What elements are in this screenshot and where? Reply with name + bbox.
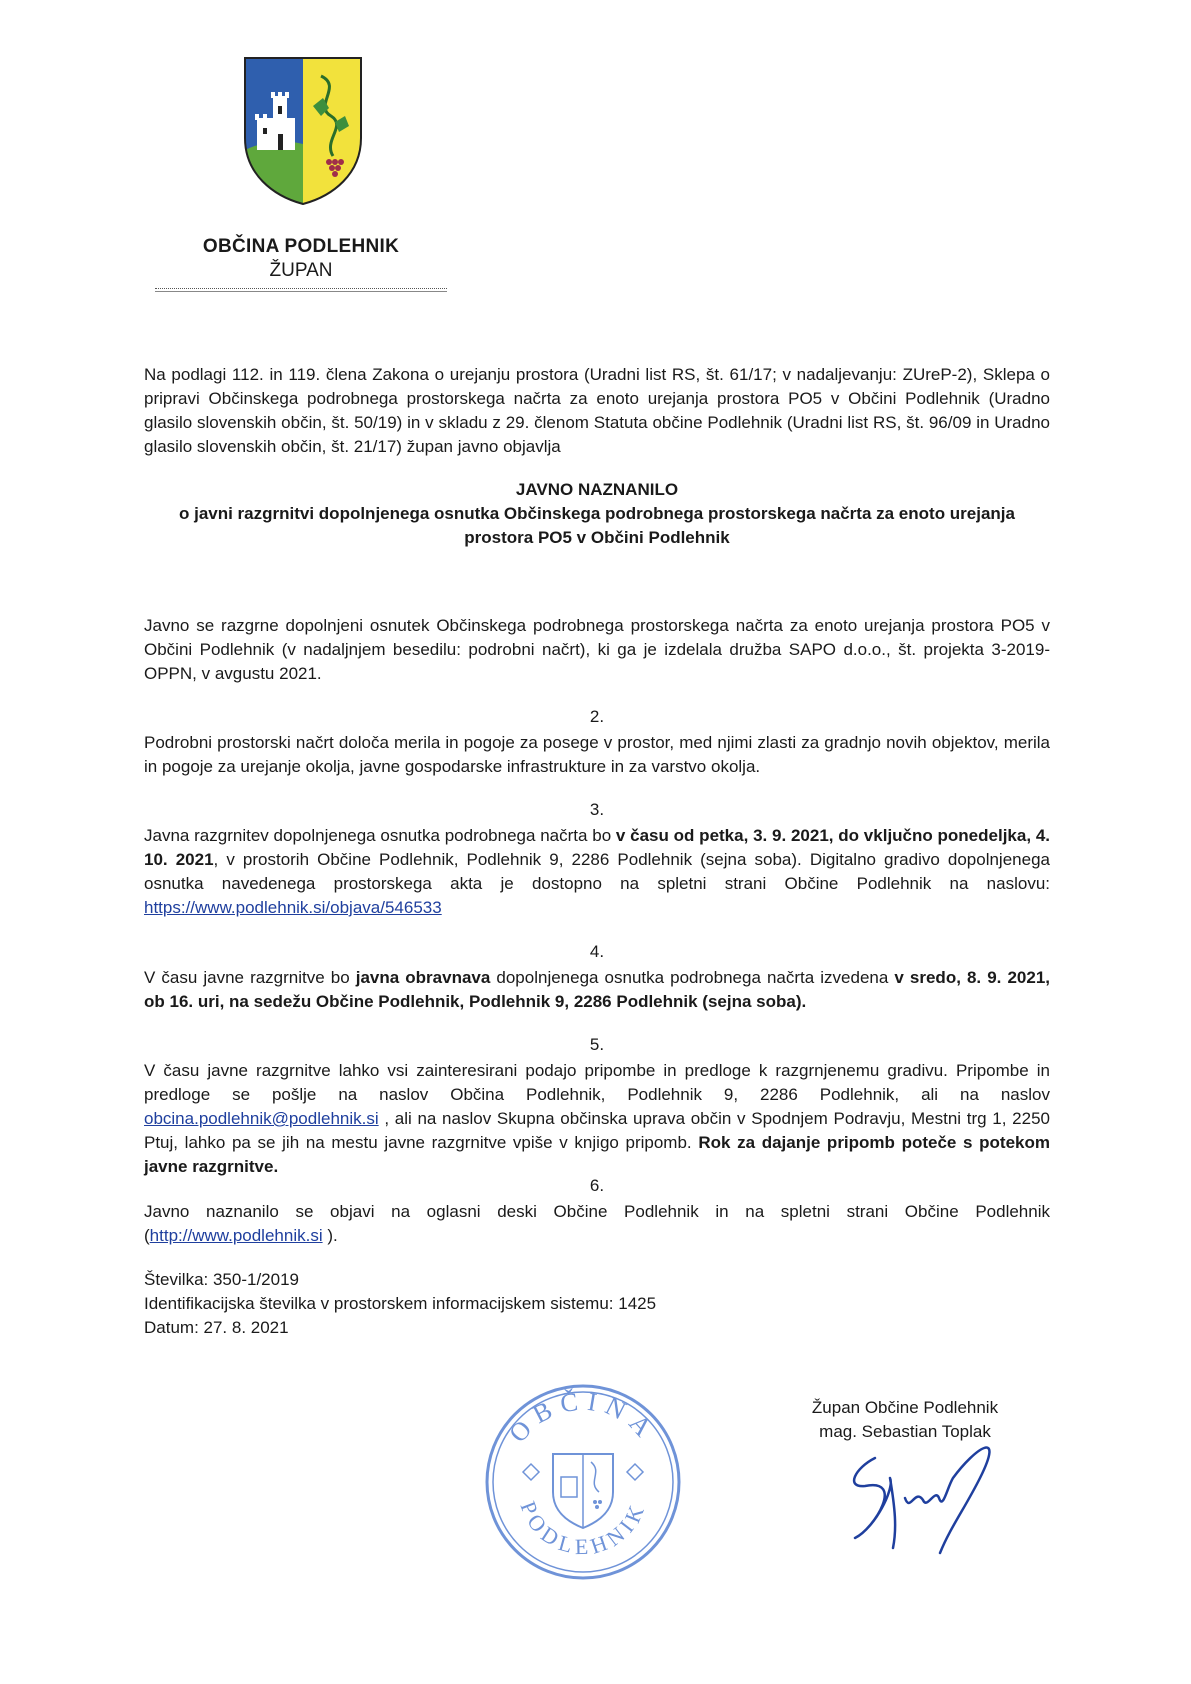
section-4-part: dopolnjenega osnutka podrobnega načrta izvedena (490, 968, 895, 987)
section-2-text: Podrobni prostorski načrt določa merila in pogoje za posege v prostor, med njimi zlasti za gradnjo novih objektov, merila in pogoje za urejanje okolja, javne gospodarske infrastrukture in za varstvo okolja. (144, 733, 1050, 776)
project-link[interactable]: https://www.podlehnik.si/objava/546533 (144, 898, 442, 917)
section-5-part: , ali na naslov Skupna občinska uprava občin v Spodnjem Podravju, Mestni trg 1, 2250 Ptuj, lahko pa se jih na mestu javne razgrnitve vpiše v knjigo pripomb. (144, 1109, 1050, 1152)
email-link[interactable]: obcina.podlehnik@podlehnik.si (144, 1109, 379, 1128)
section-2-number: 2. (589, 707, 605, 726)
section-4-hearing: javna obravnava (355, 968, 491, 987)
document-date: Datum: 27. 8. 2021 (144, 1318, 289, 1337)
identification-number: Identifikacijska številka v prostorskem informacijskem sistemu: 1425 (144, 1294, 657, 1313)
official-stamp-icon (483, 1382, 683, 1582)
stamp-bottom-text: PODLEHNIK (515, 1497, 651, 1560)
section-6-text (144, 1200, 1050, 1248)
handwritten-signature-icon (835, 1418, 1035, 1568)
website-link[interactable]: http://www.podlehnik.si (149, 1226, 323, 1245)
letterhead (155, 236, 447, 282)
intro-paragraph: Na podlagi 112. in 119. člena Zakona o urejanju prostora (Uradni list RS, št. 61/17; v nadaljevanju: ZUreP-2), Sklepa o pripravi Občinskega podrobnega prostorskega načrta za enoto urejanja prostora PO5 v Občini Podlehnik (Uradno glasilo slovenskih občin, št. 50/19) in v skladu z 29. členom Statuta občine Podlehnik (Uradni list RS, št. 96/09 in Uradno glasilo slovenskih občin, št. 21/17) župan javno objavlja (144, 365, 1050, 456)
signatory-title: Župan Občine Podlehnik (811, 1398, 999, 1417)
section-6-part: Javno naznanilo se objavi na oglasni deski Občine Podlehnik in na spletni strani Občine Podlehnik ( (144, 1202, 1050, 1245)
section-3-part: , v prostorih Občine Podlehnik, Podlehnik 9, 2286 Podlehnik (sejna soba). Digitalno gradivo dopolnjenega osnutka navedenega prostorskega akta je dostopno na spletni strani Občine Podlehnik na naslovu: (144, 850, 1050, 893)
document-number: Številka: 350-1/2019 (144, 1270, 299, 1289)
office-role: ŽUPAN (269, 260, 333, 281)
signatory-name: mag. Sebastian Toplak (819, 1422, 991, 1441)
coat-of-arms-icon (243, 56, 363, 206)
section-1-text: Javno se razgrne dopolnjeni osnutek Občinskega podrobnega prostorskega načrta za enoto urejanja prostora PO5 v Občini Podlehnik (v nadaljnjem besedilu: podrobni načrt), ki ga je izdelala družba SAPO d.o.o., št. projekta 3-2019-OPPN, v avgustu 2021. (144, 616, 1050, 683)
section-5-deadline: Rok za dajanje pripomb poteče s potekom javne razgrnitve. (144, 1133, 1050, 1176)
header-divider (155, 288, 447, 292)
section-4-part: V času javne razgrnitve bo (144, 968, 356, 987)
section-4-text (144, 966, 1050, 1014)
section-3-part: Javna razgrnitev dopolnjenega osnutka podrobnega načrta bo (144, 826, 616, 845)
section-5-text (144, 1059, 1050, 1179)
stamp-top-text: OBČINA (503, 1386, 663, 1448)
municipality-name: OBČINA PODLEHNIK (202, 236, 400, 257)
section-4-when: v sredo, 8. 9. 2021, ob 16. uri, na sedežu Občine Podlehnik, Podlehnik 9, 2286 Podlehnik (sejna soba). (144, 968, 1050, 1011)
section-5-number: 5. (589, 1035, 605, 1054)
section-4-number: 4. (589, 942, 605, 961)
section-6-number: 6. (589, 1176, 605, 1195)
section-3-dates: v času od petka, 3. 9. 2021, do vključno ponedeljka, 4. 10. 2021 (144, 826, 1051, 869)
document-subtitle: o javni razgrnitvi dopolnjenega osnutka Občinskega podrobnega prostorskega načrta za enoto urejanja prostora PO5 v Občini Podlehnik (178, 504, 1015, 547)
section-6-part: ). (322, 1226, 338, 1245)
document-title: JAVNO NAZNANILO (515, 480, 679, 499)
section-5-part: V času javne razgrnitve lahko vsi zainteresirani podajo pripombe in predloge k razgrnjenemu gradivu. Pripombe in predloge se pošlje na naslov Občina Podlehnik, Podlehnik 9, 2286 Podlehnik, ali na naslov (144, 1061, 1050, 1104)
section-3-number: 3. (589, 800, 605, 819)
section-3-text (144, 824, 1050, 920)
